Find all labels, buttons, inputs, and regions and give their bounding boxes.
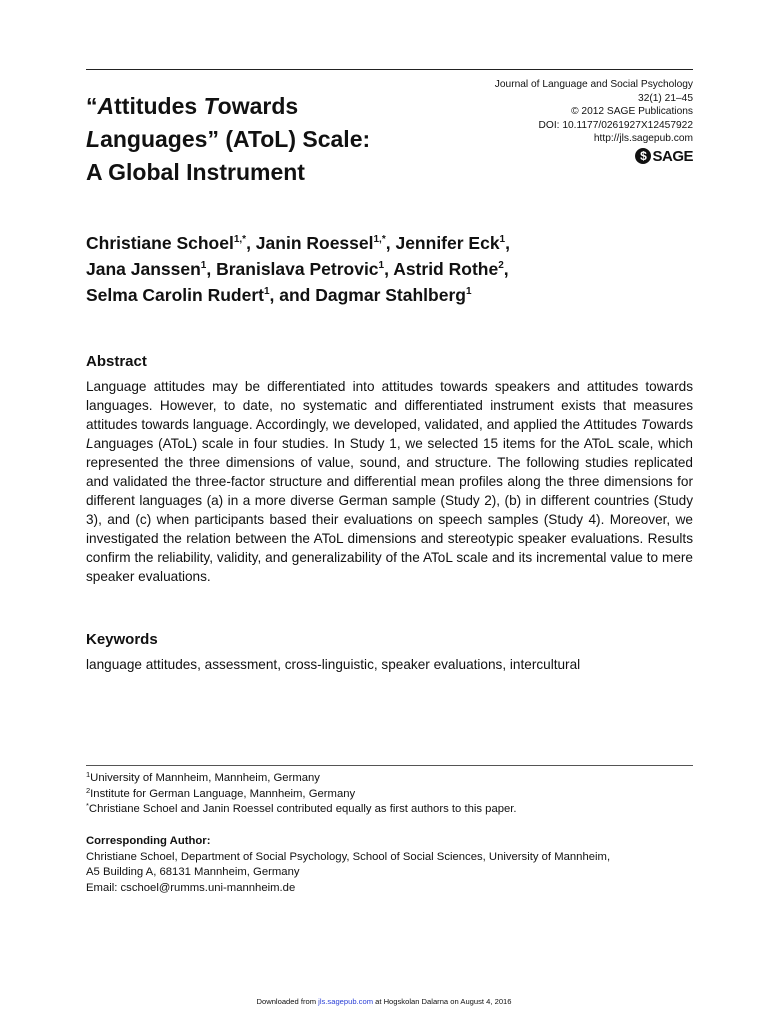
sage-logo-text: SAGE	[652, 147, 693, 165]
article-title: “Attitudes Towards Languages” (AToL) Scale: A Global Instrument	[86, 93, 371, 185]
journal-doi: DOI: 10.1177/0261927X12457922	[538, 119, 693, 131]
corresponding-address-line: A5 Building A, 68131 Mannheim, Germany	[86, 866, 300, 878]
author: Janin Roessel$^{1,*}$,	[255, 233, 396, 253]
author-list	[86, 230, 696, 308]
abstract-text: Language attitudes may be differentiated into attitudes towards speakers and attitudes towards languages. However, to date, no systematic and differentiated instrument exists that measures attitudes towards language. Accordingly, we developed, validated, and applied the Attitudes Towards Languages (AToL) scale in four studies. In Study 1, we selected 15 items for the AToL scale, which represented the three dimensions of value, sound, and structure. The following studies replicated and validated the three-factor structure and differential mean profiles along the three dimensions for different languages (a) in a more diverse German sample (Study 2), (b) in different countries (Study 3), and (c) when participants based their evaluations on speech samples (Study 4). Moreover, we investigated the relation between the AToL dimensions and stereotypic speaker evaluations. Results confirm the reliability, validity, and generalizability of the AToL scale and its incremental value to mere speaker evaluations.	[86, 379, 693, 584]
abstract-heading: Abstract	[86, 353, 147, 370]
download-notice: Downloaded from jls.sagepub.com at Hogskolan Dalarna on August 4, 2016	[256, 997, 512, 1006]
author: Branislava Petrovic$^1$,	[216, 259, 394, 279]
corresponding-address-line: Christiane Schoel, Department of Social Psychology, School of Social Sciences, University of Mannheim,	[86, 850, 611, 863]
corresponding-author	[86, 834, 693, 896]
corresponding-email: Email: cschoel@rumms.uni-mannheim.de	[86, 881, 296, 894]
footnote: *Christiane Schoel and Janin Roessel contributed equally as first authors to this paper.	[86, 801, 517, 815]
journal-copyright: © 2012 SAGE Publications	[571, 106, 693, 118]
download-link[interactable]: jls.sagepub.com	[318, 997, 374, 1006]
journal-name: Journal of Language and Social Psychology	[494, 79, 693, 90]
footnote-rule	[86, 765, 693, 766]
sage-logo	[635, 147, 693, 165]
corresponding-author-label: Corresponding Author:	[86, 835, 211, 847]
author: Jennifer Eck$^1$,	[395, 233, 510, 253]
author: Christiane Schoel$^{1,*}$,	[86, 233, 256, 253]
keywords-text: language attitudes, assessment, cross-linguistic, speaker evaluations, intercultural	[86, 657, 581, 672]
footnote: $^1$University of Mannheim, Mannheim, Germany	[86, 770, 320, 784]
journal-volume: 32(1) 21–45	[638, 92, 693, 104]
header-rule	[86, 69, 693, 70]
footnote: $^2$Institute for German Language, Mannheim, Germany	[86, 785, 356, 800]
author: Astrid Rothe$^2$,	[393, 259, 509, 279]
keywords-heading: Keywords	[86, 631, 158, 648]
author: Jana Janssen$^1$,	[86, 259, 217, 279]
affiliation-footnotes	[86, 771, 693, 818]
author: Dagmar Stahlberg$^1$	[315, 285, 472, 305]
journal-url[interactable]: http://jls.sagepub.com	[593, 133, 693, 145]
author: Selma Carolin Rudert$^1$, and	[86, 285, 316, 305]
journal-info	[433, 78, 693, 146]
sage-dollar-icon: $	[635, 148, 651, 164]
